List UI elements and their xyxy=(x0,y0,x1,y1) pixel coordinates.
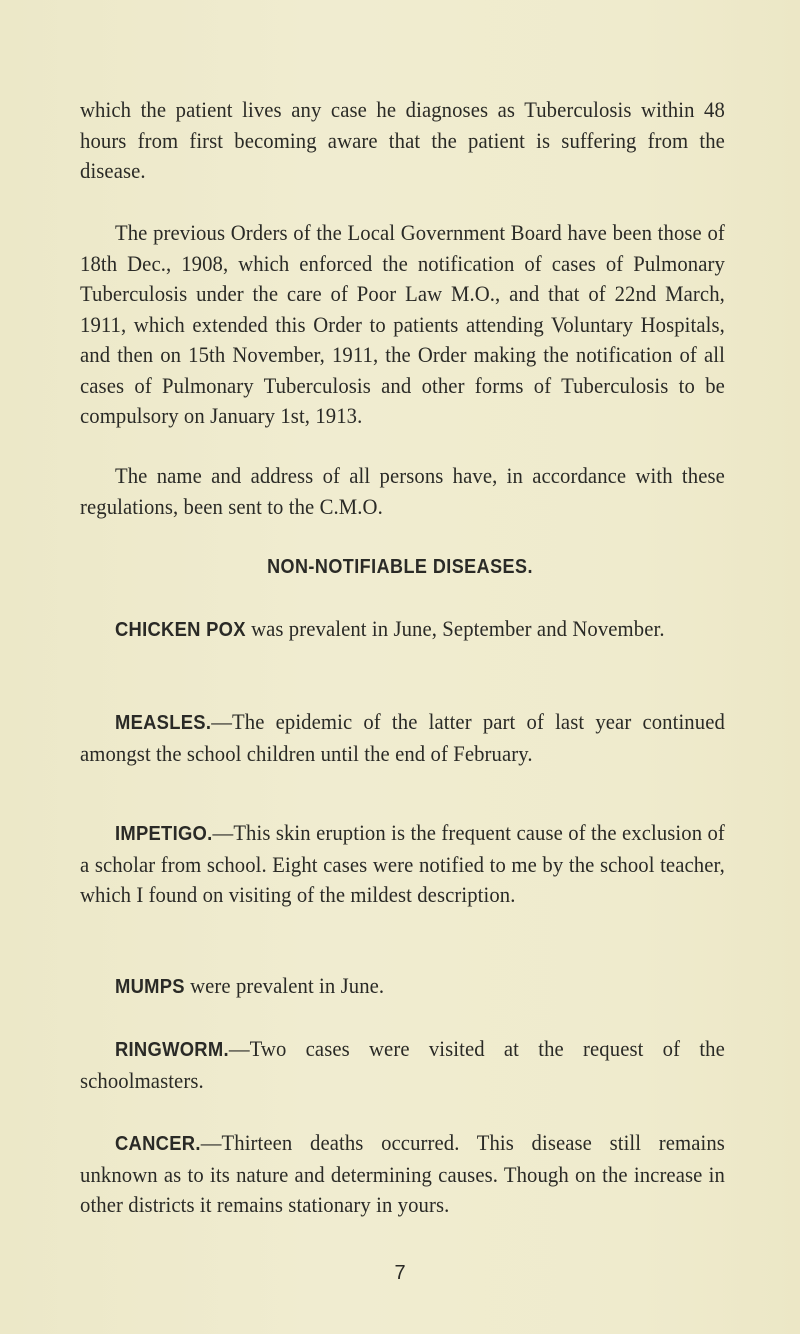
disease-term: CANCER. xyxy=(114,1133,201,1155)
disease-description: was prevalent in June, September and November. xyxy=(245,616,665,641)
section-heading: NON-NOTIFIABLE DISEASES. xyxy=(267,556,533,578)
disease-description: —Two cases were visited at the request of the schoolmasters. xyxy=(80,1036,725,1093)
paragraph-text: The name and address of all persons have, in accordance with these regulations, been sent to the C.M.O. xyxy=(80,463,725,519)
disease-description: —This skin eruption is the frequent cause of the exclusion of a scholar from school. Eight cases were notified to me by the school teacher, which I found on visiting of the mildest description. xyxy=(80,820,725,907)
entry-measles xyxy=(80,707,725,769)
entry-impetigo xyxy=(80,818,725,911)
disease-description: were prevalent in June. xyxy=(184,973,385,998)
disease-description: —The epidemic of the latter part of last year continued amongst the school children until the end of February. xyxy=(80,709,725,766)
entry-ringworm xyxy=(80,1034,725,1096)
entry-chicken-pox xyxy=(80,614,725,646)
paragraph-names-sent xyxy=(80,461,725,522)
paragraph-tuberculosis-notification xyxy=(80,95,725,187)
page-number: 7 xyxy=(394,1262,406,1284)
paragraph-text: The previous Orders of the Local Government Board have been those of 18th Dec., 1908, which enforced the notification of cases of Pulmonary Tuberculosis under the care of Poor Law M.O., and that of 22nd March, 1911, which extended this Order to patients attending Voluntary Hospitals, and then on 15th November, 1911, the Order making the notification of all cases of Pulmonary Tuberculosis and other forms of Tuberculosis to be compulsory on January 1st, 1913. xyxy=(80,220,725,428)
disease-term: MEASLES. xyxy=(114,712,212,734)
disease-term: RINGWORM. xyxy=(114,1039,229,1061)
disease-term: IMPETIGO. xyxy=(114,823,213,845)
disease-term: MUMPS xyxy=(114,976,185,998)
entry-mumps xyxy=(80,971,725,1003)
paragraph-text: which the patient lives any case he diagnoses as Tuberculosis within 48 hours from first becoming aware that the patient is suffering from the disease. xyxy=(80,97,725,183)
paragraph-previous-orders xyxy=(80,218,725,432)
disease-term: CHICKEN POX xyxy=(114,619,246,641)
entry-cancer xyxy=(80,1128,725,1221)
disease-description: —Thirteen deaths occurred. This disease still remains unknown as to its nature and determining causes. Though on the increase in other districts it remains stationary in yours. xyxy=(80,1130,725,1217)
